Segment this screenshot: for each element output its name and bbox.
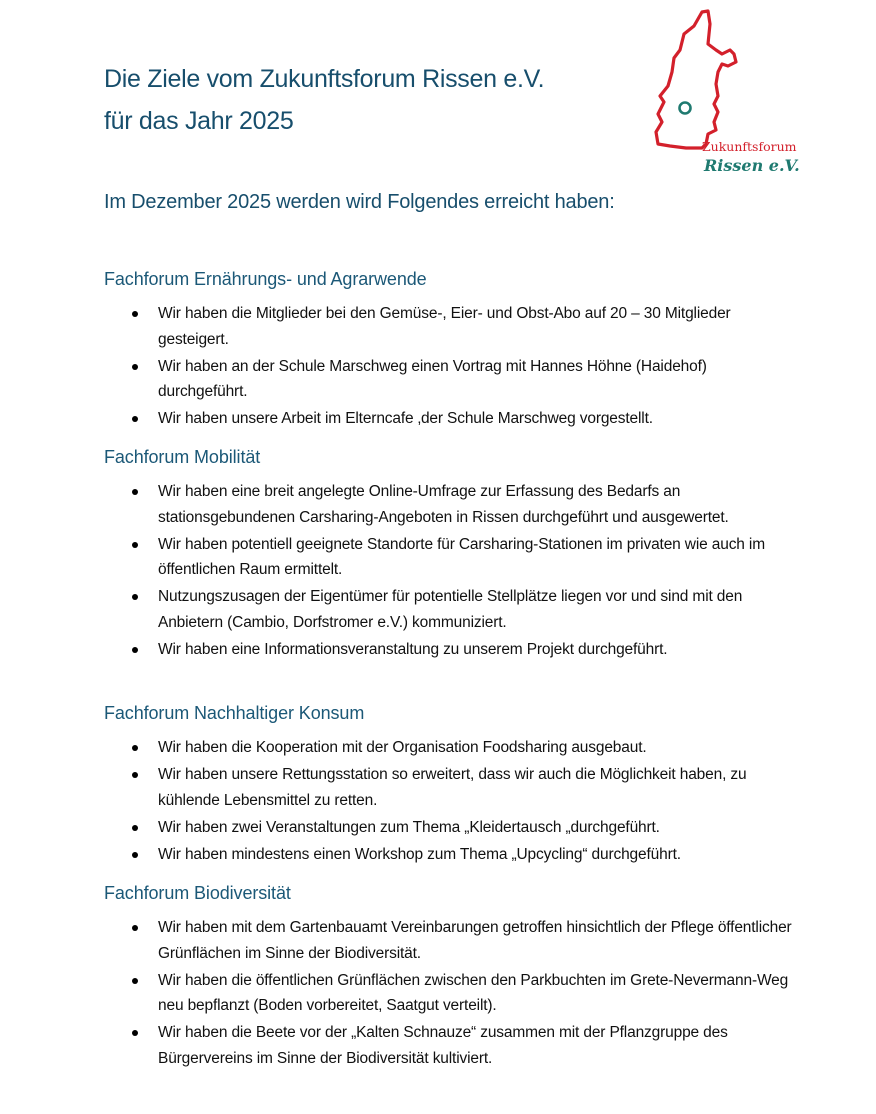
list-item: Wir haben an der Schule Marschweg einen Vortrag mit Hannes Höhne (Haidehof) durchgeführt. <box>104 354 794 405</box>
bullet-icon <box>132 594 138 600</box>
bullet-icon <box>132 772 138 778</box>
bullet-icon <box>132 364 138 370</box>
bullet-icon <box>132 978 138 984</box>
list-item: Wir haben unsere Arbeit im Elterncafe ‚der Schule Marschweg vorgestellt. <box>104 406 794 432</box>
bullet-icon <box>132 489 138 495</box>
list-item: Wir haben zwei Veranstaltungen zum Thema „Kleidertausch „durchgeführt. <box>104 815 794 841</box>
section-heading-mobilitaet: Fachforum Mobilität <box>104 447 261 467</box>
section-heading-konsum: Fachforum Nachhaltiger Konsum <box>104 703 365 723</box>
rissen-map-outline-icon <box>650 6 810 181</box>
section-list-mobilitaet <box>104 479 794 664</box>
list-item: Wir haben unsere Rettungsstation so erweitert, dass wir auch die Möglichkeit haben, zu kühlende Lebensmittel zu retten. <box>104 762 794 813</box>
list-item: Nutzungszusagen der Eigentümer für potentielle Stellplätze liegen vor und sind mit den Anbietern (Cambio, Dorfstromer e.V.) kommuniziert. <box>104 584 794 635</box>
title-line-1: Die Ziele vom Zukunftsforum Rissen e.V. <box>104 65 545 93</box>
section-heading-ernaehrung: Fachforum Ernährungs- und Agrarwende <box>104 269 427 289</box>
list-item: Wir haben eine breit angelegte Online-Umfrage zur Erfassung des Bedarfs an stationsgebundenen Carsharing-Angeboten in Rissen durchgeführt und ausgewertet. <box>104 479 794 530</box>
list-item: Wir haben mit dem Gartenbauamt Vereinbarungen getroffen hinsichtlich der Pflege öffentlicher Grünflächen im Sinne der Biodiversität. <box>104 915 794 966</box>
list-item: Wir haben die Beete vor der „Kalten Schnauze“ zusammen mit der Pflanzgruppe des Bürgervereins im Sinne der Biodiversität kultiviert. <box>104 1020 794 1071</box>
title-line-2: für das Jahr 2025 <box>104 107 294 135</box>
list-item: Wir haben eine Informationsveranstaltung zu unserem Projekt durchgeführt. <box>104 637 794 663</box>
section-list-konsum <box>104 735 794 869</box>
logo-text-top: Zukunftsforum <box>702 139 797 154</box>
bullet-icon <box>132 1030 138 1036</box>
bullet-icon <box>132 311 138 317</box>
section-list-ernaehrung <box>104 301 794 433</box>
list-item: Wir haben mindestens einen Workshop zum Thema „Upcycling“ durchgeführt. <box>104 842 794 868</box>
list-item: Wir haben potentiell geeignete Standorte für Carsharing-Stationen im privaten wie auch im öffentlichen Raum ermittelt. <box>104 532 794 583</box>
organization-logo <box>650 6 810 181</box>
bullet-icon <box>132 852 138 858</box>
bullet-icon <box>132 825 138 831</box>
bullet-icon <box>132 416 138 422</box>
list-item: Wir haben die Mitglieder bei den Gemüse-, Eier- und Obst-Abo auf 20 – 30 Mitglieder gesteigert. <box>104 301 794 352</box>
document-title <box>104 58 544 142</box>
list-item: Wir haben die öffentlichen Grünflächen zwischen den Parkbuchten im Grete-Nevermann-Weg neu bepflanzt (Boden vorbereitet, Saatgut verteilt). <box>104 968 794 1019</box>
bullet-icon <box>132 925 138 931</box>
list-item: Wir haben die Kooperation mit der Organisation Foodsharing ausgebaut. <box>104 735 794 761</box>
intro-text: Im Dezember 2025 werden wird Folgendes erreicht haben: <box>104 191 615 213</box>
bullet-icon <box>132 647 138 653</box>
bullet-icon <box>132 745 138 751</box>
logo-text-bottom: Rissen e.V. <box>704 156 800 175</box>
section-list-biodiversitaet <box>104 915 794 1073</box>
section-heading-biodiversitaet: Fachforum Biodiversität <box>104 883 291 903</box>
bullet-icon <box>132 542 138 548</box>
